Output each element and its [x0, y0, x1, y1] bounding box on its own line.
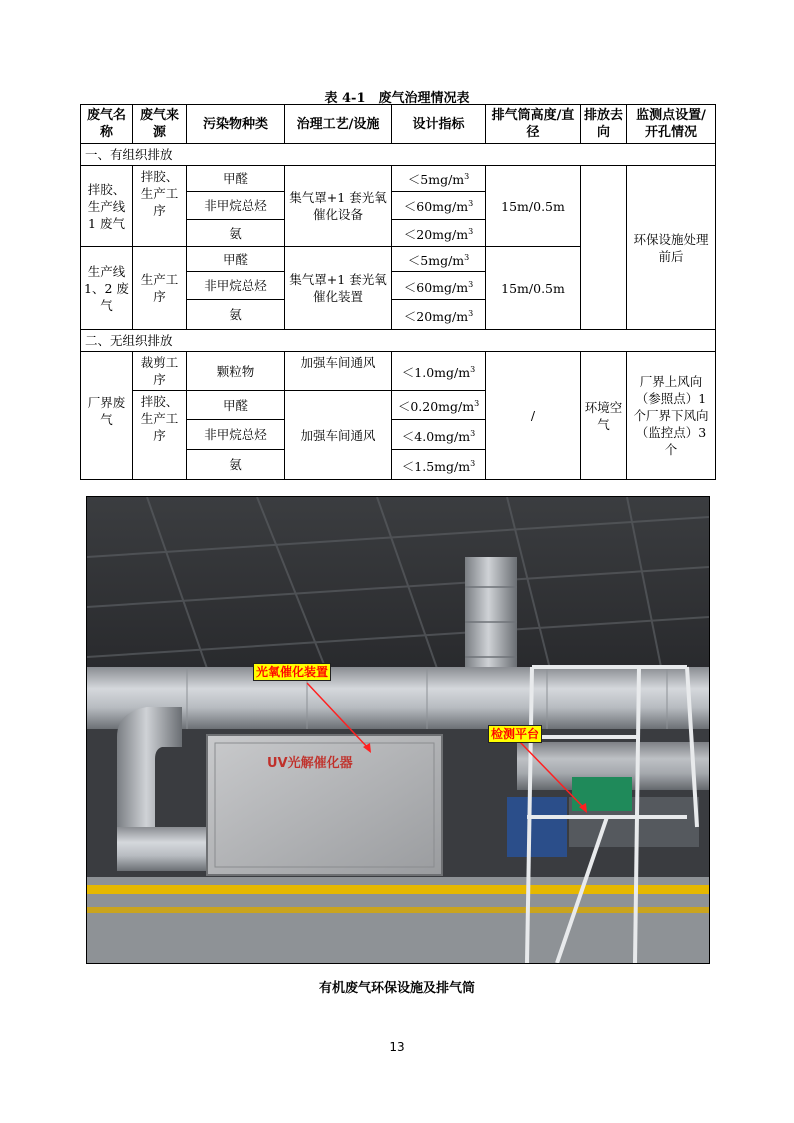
process-cell: 加强车间通风	[285, 391, 392, 480]
header-row	[81, 105, 716, 144]
pollutant-cell: 颗粒物	[187, 352, 285, 391]
limit-cell: $<20mg/m^3$	[392, 300, 486, 330]
yellow-pipe-lower	[87, 907, 709, 913]
header-limit: 设计指标	[392, 105, 486, 144]
process-cell: 加强车间通风	[285, 352, 392, 391]
uv-unit-label: UV光解催化器	[267, 756, 353, 771]
label-inspection-platform: 检测平台	[488, 725, 542, 743]
header-stack: 排气筒高度/直径	[486, 105, 581, 144]
photo-caption: 有机废气环保设施及排气筒	[318, 981, 475, 996]
pollutant-cell: 甲醛	[187, 247, 285, 272]
facility-photo	[86, 496, 710, 964]
gas-source-cell: 裁剪工序	[133, 352, 187, 391]
gas-name-cell: 生产线 1、2 废气	[81, 247, 133, 330]
section-organized: 一、有组织排放	[81, 144, 716, 166]
gas-name-cell: 厂界废气	[81, 352, 133, 480]
process-cell: 集气罩+1 套光氧催化装置	[285, 247, 392, 330]
header-gas-name: 废气名称	[81, 105, 133, 144]
gas-source-cell: 拌胶、生产工序	[133, 166, 187, 247]
facility-illustration	[87, 497, 709, 963]
pollutant-cell: 非甲烷总烃	[187, 420, 285, 450]
destination-cell: 环境空气	[581, 352, 627, 480]
limit-cell: $<0.20mg/m^3$	[392, 391, 486, 420]
limit-cell: $<5mg/m^3$	[392, 247, 486, 272]
stack-cell: /	[486, 352, 581, 480]
limit-cell: $<1.5mg/m^3$	[392, 450, 486, 480]
gas-name-cell: 拌胶、生产线 1 废气	[81, 166, 133, 247]
limit-cell: $<60mg/m^3$	[392, 192, 486, 220]
monitor-cell: 厂界上风向（参照点）1 个厂界下风向（监控点）3 个	[627, 352, 716, 480]
page-number: 13	[389, 1040, 405, 1054]
limit-cell: $<4.0mg/m^3$	[392, 420, 486, 450]
pollutant-cell: 氨	[187, 450, 285, 480]
gas-source-cell: 拌胶、生产工序	[133, 391, 187, 480]
section-row	[81, 330, 716, 352]
pollutant-cell: 氨	[187, 220, 285, 247]
waste-gas-table	[80, 104, 716, 480]
header-destination: 排放去向	[581, 105, 627, 144]
limit-cell: $<5mg/m^3$	[392, 166, 486, 192]
section-fugitive: 二、无组织排放	[81, 330, 716, 352]
header-pollutant: 污染物种类	[187, 105, 285, 144]
limit-cell: $<1.0mg/m^3$	[392, 352, 486, 391]
pollutant-cell: 非甲烷总烃	[187, 192, 285, 220]
yellow-pipe	[87, 885, 709, 894]
limit-cell: $<20mg/m^3$	[392, 220, 486, 247]
stack-cell: 15m/0.5m	[486, 166, 581, 247]
pollutant-cell: 氨	[187, 300, 285, 330]
pollutant-cell: 甲醛	[187, 391, 285, 420]
label-catalytic-device: 光氧催化装置	[253, 663, 331, 681]
pollutant-cell: 非甲烷总烃	[187, 272, 285, 300]
pollutant-cell: 甲醛	[187, 166, 285, 192]
limit-cell: $<60mg/m^3$	[392, 272, 486, 300]
section-row	[81, 144, 716, 166]
table-caption: 表 4-1 废气治理情况表	[324, 91, 470, 106]
fan-motor	[507, 797, 567, 857]
monitor-cell: 环保设施处理前后	[627, 166, 716, 330]
process-cell: 集气罩+1 套光氧催化设备	[285, 166, 392, 247]
header-monitor: 监测点设置/开孔情况	[627, 105, 716, 144]
header-process: 治理工艺/设施	[285, 105, 392, 144]
table-row	[81, 166, 716, 192]
table-row	[81, 352, 716, 391]
gas-source-cell: 生产工序	[133, 247, 187, 330]
destination-cell	[581, 166, 627, 330]
stack-cell: 15m/0.5m	[486, 247, 581, 330]
header-gas-source: 废气来源	[133, 105, 187, 144]
